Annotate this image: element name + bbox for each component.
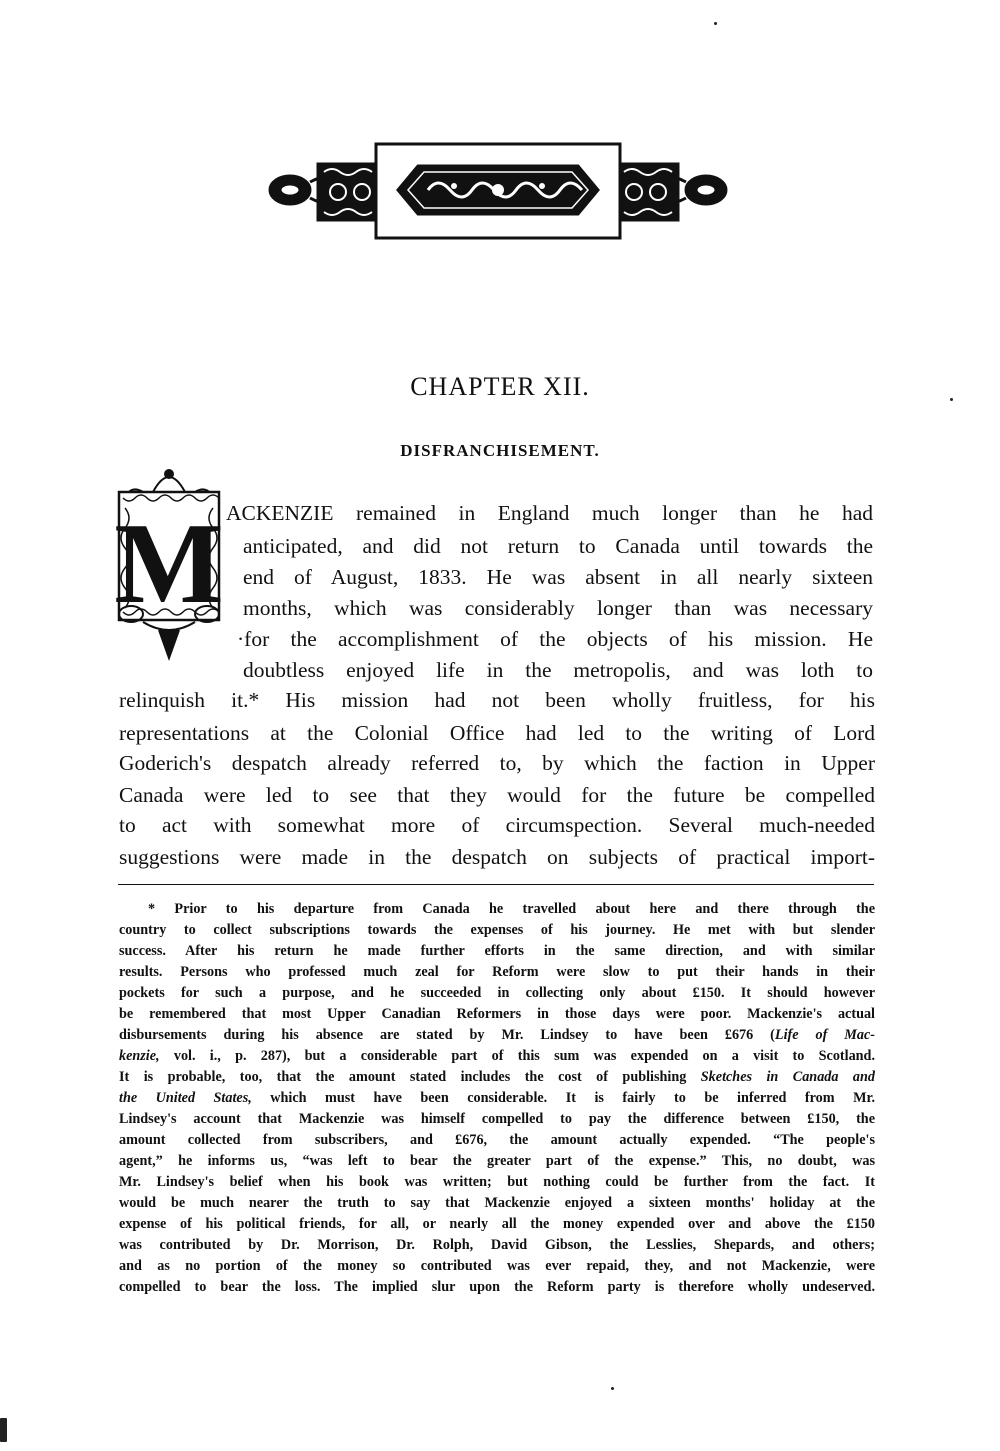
footnote-line-10-text: which must have been considerable. It is fairly to be inferred from Mr. xyxy=(251,1090,876,1106)
body-line-6: doubtless enjoyed life in the metropolis, and was loth to xyxy=(243,658,873,682)
body-line-5: ·for the accomplishment of the objects of his mission. He xyxy=(237,627,873,651)
body-line-11: to act with somewhat more of circumspection. Several much-needed xyxy=(119,813,875,837)
footnote-line-19: compelled to bear the loss. The implied slur upon the Reform party is therefore wholly undeserved. xyxy=(119,1279,875,1295)
headpiece-right-scroll xyxy=(618,164,726,220)
ornamental-headpiece xyxy=(258,142,738,242)
footnote-line-8 xyxy=(119,1049,875,1063)
footnote-line-12: amount collected from subscribers, and £676, the amount actually expended. “The people's xyxy=(119,1132,875,1148)
footnote-line-8-text: vol. i., p. 287), but a considerable part of this sum was expended on a visit to Scotland. xyxy=(159,1048,875,1064)
body-line-10: Canada were led to see that they would for the future be compelled xyxy=(119,783,875,807)
body-line-2: anticipated, and did not return to Canada until towards the xyxy=(243,534,873,558)
footnote-line-18: and as no portion of the money so contributed was ever repaid, they, and not Mackenzie, were xyxy=(119,1258,875,1274)
footnote-line-11: Lindsey's account that Mackenzie was himself compelled to pay the difference between £150, the xyxy=(119,1111,875,1127)
headpiece-left-scroll xyxy=(270,164,378,220)
footnote-line-4: results. Persons who professed much zeal for Reform were slow to put their hands in their xyxy=(119,964,875,980)
decorated-initial xyxy=(113,462,225,662)
footnote-line-2: country to collect subscriptions towards the expenses of his journey. He met with but slender xyxy=(119,922,875,938)
chapter-title: CHAPTER XII. xyxy=(410,372,590,401)
footnote-line-9 xyxy=(119,1070,875,1084)
body-line-4: months, which was considerably longer than was necessary xyxy=(243,596,873,620)
footnote-line-17: was contributed by Dr. Morrison, Dr. Rolph, David Gibson, the Lesslies, Shepards, and others; xyxy=(119,1237,875,1253)
footnote-line-3: success. After his return he made further efforts in the same direction, and with similar xyxy=(119,943,875,959)
footnote-line-15: would be much nearer the truth to say that Mackenzie enjoyed a sixteen months' holiday at the xyxy=(119,1195,875,1211)
body-line-8: representations at the Colonial Office had led to the writing of Lord xyxy=(119,721,875,745)
footnote-line-6: be remembered that most Upper Canadian Reformers in those days were poor. Mackenzie's actual xyxy=(119,1006,875,1022)
footnote-line-5: pockets for such a purpose, and he succeeded in collecting only about £150. It should however xyxy=(119,985,875,1001)
footnote-line-7-text: disbursements during his absence are stated by Mr. Lindsey to have been £676 ( xyxy=(119,1027,775,1043)
footnote-line-9-text: It is probable, too, that the amount stated includes the cost of publishing xyxy=(119,1069,701,1085)
initial-letter: M xyxy=(114,500,224,628)
citation-title-sketches-continued: the United States, xyxy=(119,1090,252,1106)
footnote-line-1: * Prior to his departure from Canada he travelled about here and there through the xyxy=(148,901,875,917)
footnote-line-13: agent,” he informs us, “was left to bear the greater part of the expense.” This, no doubt, was xyxy=(119,1153,875,1169)
footnote-line-7 xyxy=(119,1028,875,1042)
body-line-3: end of August, 1833. He was absent in all nearly sixteen xyxy=(243,565,873,589)
citation-title-continued: kenzie, xyxy=(119,1048,160,1064)
footnote-line-16: expense of his political friends, for all, or nearly all the money expended over and above the £150 xyxy=(119,1216,875,1232)
footnote-separator-rule xyxy=(118,884,874,885)
body-line-1: ACKENZIE remained in England much longer than he had xyxy=(226,501,873,525)
chapter-subtitle: DISFRANCHISEMENT. xyxy=(400,441,600,460)
scan-speck xyxy=(714,22,717,25)
initial-crown-ornament xyxy=(127,470,211,494)
citation-title-life-of-mackenzie: Life of Mac- xyxy=(774,1027,875,1043)
footnote-line-14: Mr. Lindsey's belief when his book was written; but nothing could be further from the fact. It xyxy=(119,1174,875,1190)
scan-edge-mark xyxy=(0,1418,7,1442)
scan-speck xyxy=(950,398,953,401)
headpiece-central-panel xyxy=(376,144,620,238)
body-line-12: suggestions were made in the despatch on subjects of practical import- xyxy=(119,845,875,869)
citation-title-sketches: Sketches in Canada and xyxy=(700,1069,876,1085)
scan-speck xyxy=(611,1387,614,1390)
body-line-9: Goderich's despatch already referred to, by which the faction in Upper xyxy=(119,751,875,775)
body-line-7: relinquish it.* His mission had not been wholly fruitless, for his xyxy=(119,688,875,712)
footnote-line-10 xyxy=(119,1091,875,1105)
